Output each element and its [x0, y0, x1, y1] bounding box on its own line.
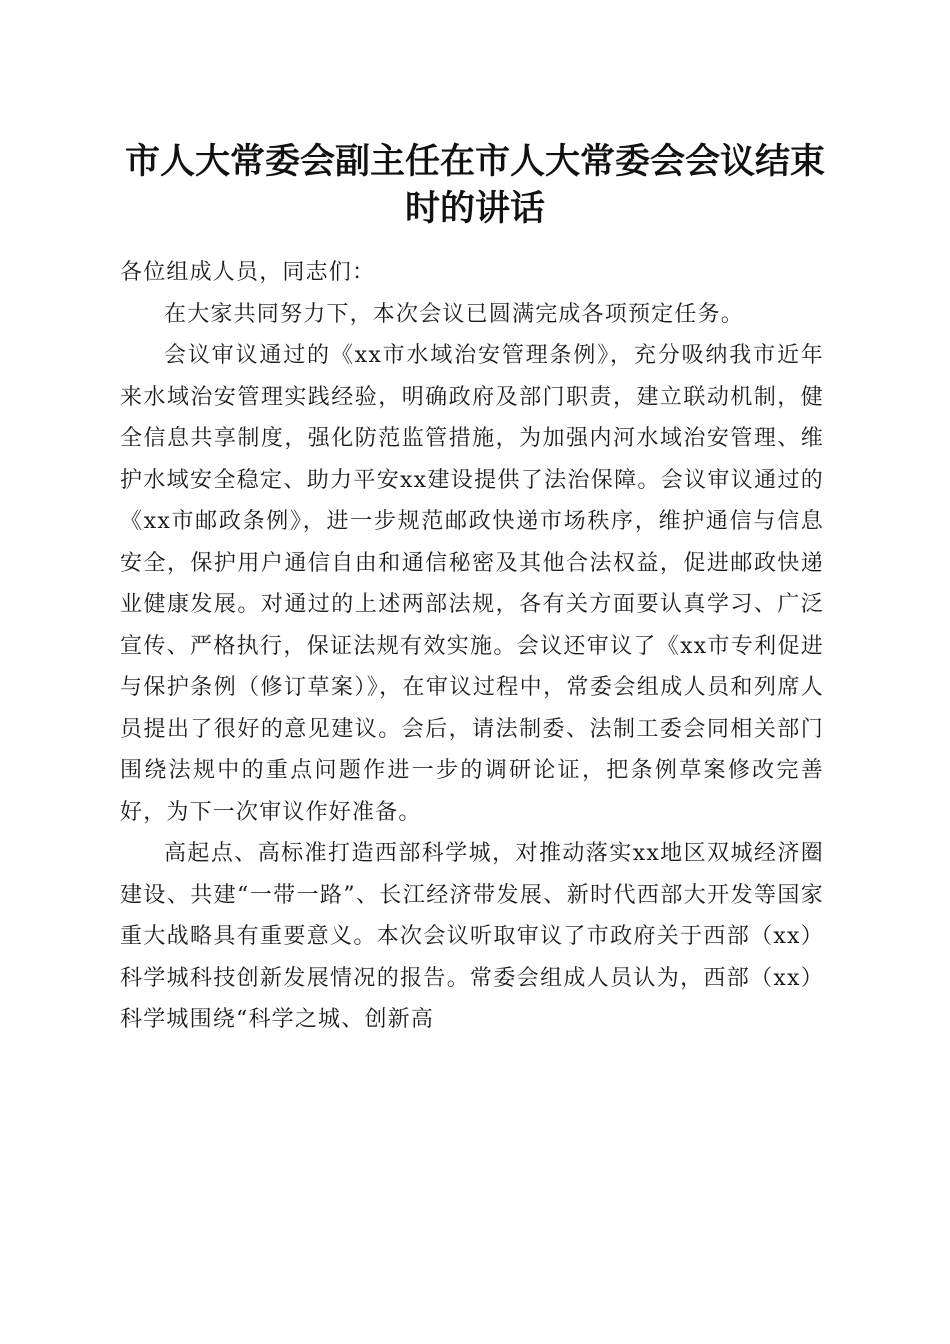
document-body — [120, 252, 824, 1041]
document-title: 市人大常委会副主任在市人大常委会会议结束时的讲话 — [124, 141, 825, 229]
paragraph: 会议审议通过的《xx市水域治安管理条例》，充分吸纳我市近年来水域治安管理实践经验，明确政府及部门职责，建立联动机制，健全信息共享制度，强化防范监管措施，为加强内河水域治安管理、维护水域安全稳定、助力平安xx建设提供了法治保障。会议审议通过的《xx市邮政条例》，进一步规范邮政快递市场秩序，维护通信与信息安全，保护用户通信自由和通信秘密及其他合法权益，促进邮政快递业健康发展。对通过的上述两部法规，各有关方面要认真学习、广泛宣传、严格执行，保证法规有效实施。会议还审议了《xx市专利促进与保护条例（修订草案）》，在审议过程中，常委会组成人员和列席人员提出了很好的意见建议。会后，请法制委、法制工委会同相关部门围绕法规中的重点问题作进一步的调研论证，把条例草案修改完善好，为下一次审议作好准备。 — [120, 343, 824, 825]
paragraph: 高起点、高标准打造西部科学城，对推动落实xx地区双城经济圈建设、共建“一带一路”、长江经济带发展、新时代西部大开发等国家重大战略具有重要意义。本次会议听取审议了市政府关于西部（xx）科学城科技创新发展情况的报告。常委会组成人员认为，西部（xx）科学城围绕“科学之城、创新高 — [120, 841, 824, 1032]
paragraph: 在大家共同努力下，本次会议已圆满完成各项预定任务。 — [164, 301, 745, 327]
salutation: 各位组成人员，同志们： — [120, 260, 376, 285]
